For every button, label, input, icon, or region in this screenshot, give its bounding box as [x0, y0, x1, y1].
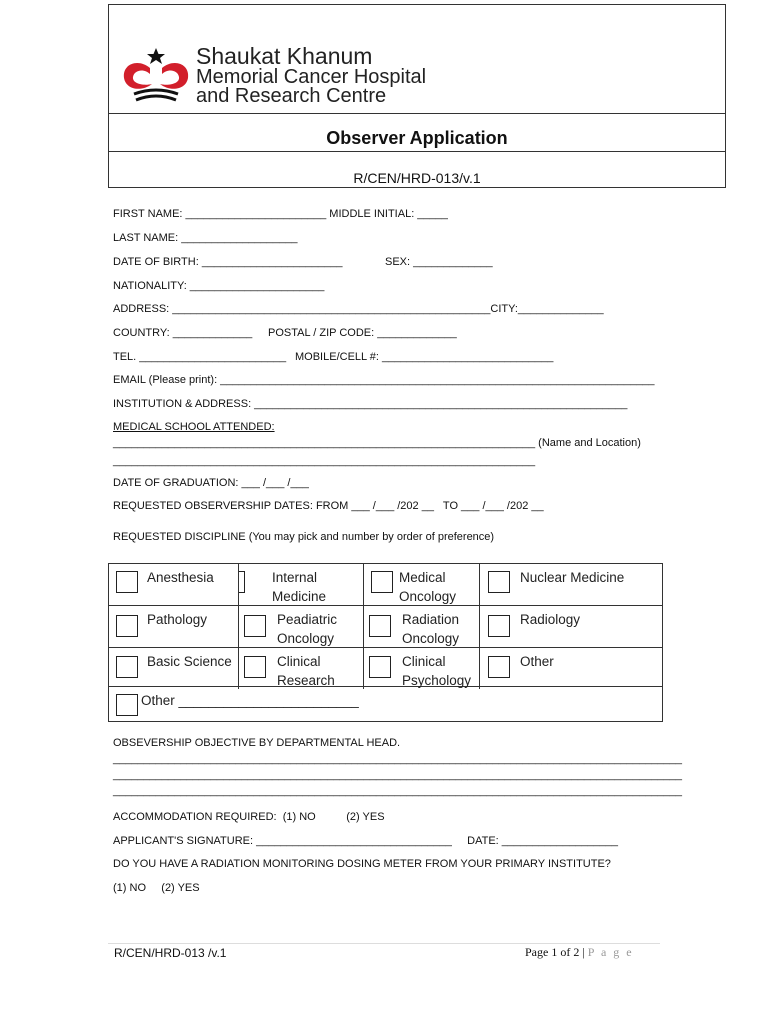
- accommodation-field[interactable]: ACCOMMODATION REQUIRED: (1) NO (2) YES: [113, 811, 385, 823]
- form-title: Observer Application: [326, 128, 508, 148]
- checkbox-nuclear-medicine[interactable]: [488, 571, 510, 593]
- header-divider: [109, 151, 725, 152]
- option-radiology: Radiology: [520, 612, 581, 627]
- option-peadiatric-oncology: Peadiatric Oncology: [277, 612, 338, 646]
- form-code: R/CEN/HRD-013/v.1: [353, 170, 481, 186]
- option-medical-oncology: Medical Oncology: [399, 570, 457, 604]
- signature-field[interactable]: APPLICANT'S SIGNATURE: ________________________________ DATE: ___________________: [113, 835, 619, 847]
- checkbox-medical-oncology[interactable]: [371, 571, 393, 593]
- radiation-question: DO YOU HAVE A RADIATION MONITORING DOSING METER FROM YOUR PRIMARY INSTITUTE?: [113, 858, 611, 870]
- page-count: Page 1 of 2 |: [525, 945, 588, 959]
- email-field[interactable]: EMAIL (Please print): _______________________________________________________________________: [113, 374, 655, 386]
- checkbox-other-discipline[interactable]: [488, 656, 510, 678]
- checkbox-internal-medicine[interactable]: [239, 571, 245, 593]
- checkbox-radiation-oncology[interactable]: [369, 615, 391, 637]
- sex-field[interactable]: SEX: _____________: [385, 256, 493, 268]
- discipline-cell: [239, 564, 364, 605]
- discipline-cell: [364, 648, 480, 689]
- option-pathology: Pathology: [147, 612, 208, 627]
- header-divider: [109, 113, 725, 114]
- logo-text: [196, 44, 426, 106]
- dob-field[interactable]: DATE OF BIRTH: _______________________: [113, 256, 343, 268]
- last-name-field[interactable]: LAST NAME: ___________________: [113, 232, 298, 244]
- hospital-logo-icon: [120, 46, 192, 104]
- checkbox-radiology[interactable]: [488, 615, 510, 637]
- footer-code: R/CEN/HRD-013 /v.1: [114, 946, 227, 960]
- option-internal-medicine: Internal Medicine: [272, 570, 327, 604]
- address-field[interactable]: ADDRESS: ____________________________________________________CITY:______________: [113, 303, 604, 315]
- radiation-answer[interactable]: (1) NO (2) YES: [113, 882, 200, 894]
- mobile-field[interactable]: MOBILE/CELL #: ____________________________: [295, 351, 554, 363]
- logo-line2: Memorial Cancer Hospital: [196, 66, 427, 88]
- objective-label: OBSEVERSHIP OBJECTIVE BY DEPARTMENTAL HEAD.: [113, 737, 401, 749]
- option-nuclear-medicine: Nuclear Medicine: [520, 570, 625, 585]
- page-word: P a g e: [587, 945, 634, 959]
- discipline-cell: [364, 606, 480, 647]
- discipline-cell: [364, 564, 480, 605]
- logo-line1: Shaukat Khanum: [196, 43, 373, 69]
- discipline-label: REQUESTED DISCIPLINE (You may pick and number by order of preference): [113, 531, 495, 543]
- discipline-cell: [239, 648, 364, 689]
- discipline-grid: [108, 563, 663, 687]
- country-field[interactable]: COUNTRY: _____________: [113, 327, 253, 339]
- med-school-line1[interactable]: _____________________________________________________________________ (Name and Location): [113, 437, 641, 449]
- option-clinical-research: Clinical Research: [277, 654, 335, 688]
- page-number: [525, 945, 634, 960]
- discipline-cell: [109, 564, 239, 605]
- option-clinical-psychology: Clinical Psychology: [402, 654, 472, 688]
- discipline-cell: [239, 606, 364, 647]
- checkbox-peadiatric-oncology[interactable]: [244, 615, 266, 637]
- discipline-cell: [480, 564, 662, 605]
- objective-line[interactable]: _____________________________________________________________________________________________: [113, 785, 682, 797]
- observership-dates-field[interactable]: REQUESTED OBSERVERSHIP DATES: FROM ___ /___ /202 __ TO ___ /___ /202 __: [113, 500, 544, 512]
- objective-line[interactable]: _____________________________________________________________________________________________: [113, 769, 682, 781]
- other-row: [108, 687, 663, 722]
- tel-field[interactable]: TEL. ________________________: [113, 351, 287, 363]
- med-school-label: MEDICAL SCHOOL ATTENDED:: [113, 421, 275, 433]
- checkbox-clinical-psychology[interactable]: [369, 656, 391, 678]
- postal-field[interactable]: POSTAL / ZIP CODE: _____________: [268, 327, 457, 339]
- option-basic-science: Basic Science: [147, 654, 232, 669]
- discipline-row: [109, 564, 662, 606]
- checkbox-pathology[interactable]: [116, 615, 138, 637]
- checkbox-basic-science[interactable]: [116, 656, 138, 678]
- nationality-field[interactable]: NATIONALITY: ______________________: [113, 280, 325, 292]
- discipline-cell: [480, 606, 662, 647]
- option-other[interactable]: Other ________________________: [141, 693, 359, 708]
- option-radiation-oncology: Radiation Oncology: [402, 612, 460, 646]
- discipline-cell: [109, 606, 239, 647]
- logo-line3: and Research Centre: [196, 85, 387, 107]
- checkbox-other[interactable]: [116, 694, 138, 716]
- med-school-line2[interactable]: _____________________________________________________________________: [113, 455, 536, 467]
- institution-field[interactable]: INSTITUTION & ADDRESS: _____________________________________________________________: [113, 398, 628, 410]
- footer-divider: [108, 943, 660, 944]
- objective-line[interactable]: _____________________________________________________________________________________________: [113, 753, 682, 765]
- discipline-cell: [109, 648, 239, 689]
- option-other-discipline: Other: [520, 654, 554, 669]
- first-name-field[interactable]: FIRST NAME: _______________________ MIDDLE INITIAL: _____: [113, 208, 448, 220]
- option-anesthesia: Anesthesia: [147, 570, 214, 585]
- discipline-row: [109, 648, 662, 689]
- checkbox-anesthesia[interactable]: [116, 571, 138, 593]
- graduation-field[interactable]: DATE OF GRADUATION: ___ /___ /___: [113, 477, 309, 489]
- discipline-cell: [480, 648, 662, 689]
- discipline-row: [109, 606, 662, 648]
- checkbox-clinical-research[interactable]: [244, 656, 266, 678]
